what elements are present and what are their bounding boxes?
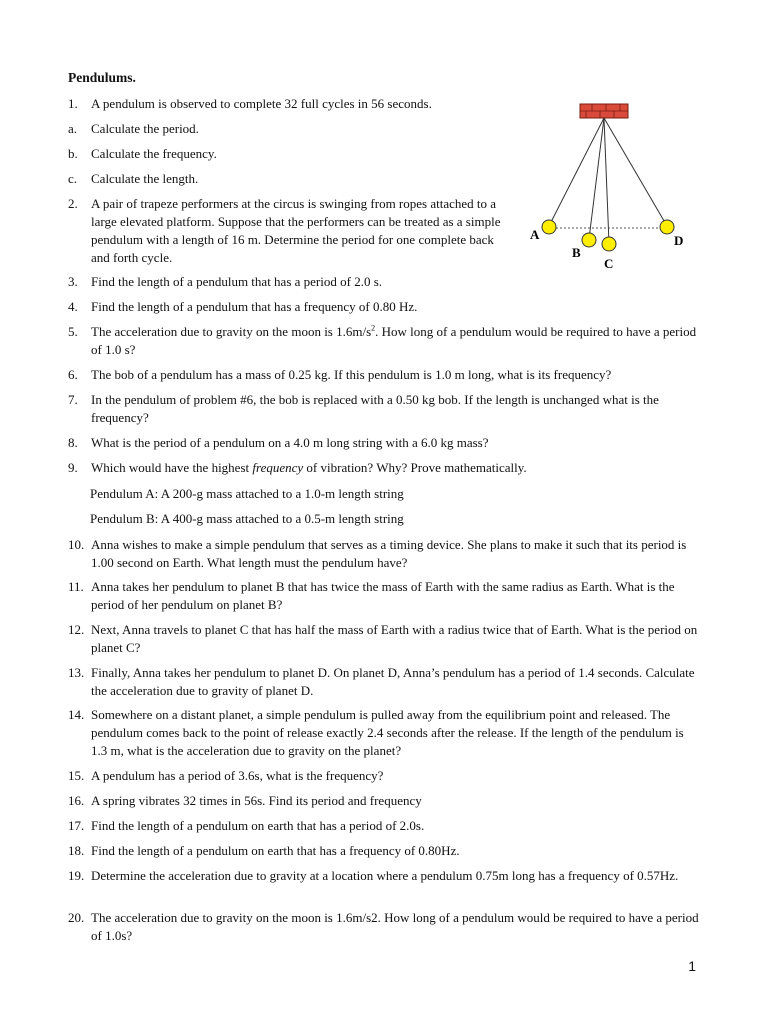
q9-text-start: Which would have the highest — [91, 460, 253, 475]
question-text: Next, Anna travels to planet C that has half the mass of Earth with a radius twice that of Earth. What is the period on planet C? — [91, 622, 698, 655]
question-10 — [68, 536, 702, 572]
pendulum-diagram-svg — [520, 100, 700, 270]
question-number: 6. — [68, 367, 78, 382]
question-text: Determine the acceleration due to gravity at a location where a pendulum 0.75m long has a frequency of 0.57Hz. — [91, 868, 679, 883]
string-b — [589, 118, 604, 239]
label-b: B — [572, 245, 581, 260]
question-number: 13. — [68, 665, 85, 680]
label-d: D — [674, 233, 684, 248]
question-6 — [68, 366, 702, 384]
string-d — [604, 118, 667, 226]
question-19 — [68, 867, 702, 885]
q9-text-end: of vibration? Why? Prove mathematically. — [303, 460, 527, 475]
question-text: Find the length of a pendulum that has a period of 2.0 s. — [91, 274, 383, 289]
question-1c — [68, 170, 508, 188]
q5-text-start: The acceleration due to gravity on the moon is 1.6m/s — [91, 324, 372, 339]
question-18 — [68, 842, 702, 860]
question-7 — [68, 391, 702, 427]
question-text: Find the length of a pendulum on earth that has a period of 2.0s. — [91, 818, 425, 833]
page-title: Pendulums. — [68, 70, 136, 85]
question-number: 9. — [68, 460, 78, 475]
label-a: A — [530, 227, 540, 242]
q5-superscript: 2 — [371, 323, 376, 333]
question-text: A pair of trapeze performers at the circus is swinging from ropes attached to a large elevated platform. Suppose that the performers can be treated as a simple pendulum with a length of 16 m. Determine the period for one complete back and forth cycle. — [91, 196, 501, 265]
question-number: 7. — [68, 392, 78, 407]
question-11 — [68, 578, 702, 614]
question-text: Somewhere on a distant planet, a simple pendulum is pulled away from the equilibrium point and released. The pendulum comes back to the point of release exactly 2.4 seconds after the release. If the length of the pendulum is 1.3 m, what is the acceleration due to gravity on the planet? — [91, 707, 684, 758]
label-c: C — [604, 256, 614, 270]
question-text: The bob of a pendulum has a mass of 0.25 kg. If this pendulum is 1.0 m long, what is its frequency? — [91, 367, 612, 382]
question-number: c. — [68, 171, 78, 186]
question-8 — [68, 434, 702, 452]
question-number: 20. — [68, 910, 85, 925]
question-number: 8. — [68, 435, 78, 450]
question-number: a. — [68, 121, 78, 136]
question-number: 15. — [68, 768, 85, 783]
question-number: 18. — [68, 843, 85, 858]
question-text: Finally, Anna takes her pendulum to planet D. On planet D, Anna’s pendulum has a period of 1.4 seconds. Calculate the acceleration due to gravity of planet D. — [91, 665, 695, 698]
question-text: A pendulum has a period of 3.6s, what is the frequency? — [91, 768, 384, 783]
question-text: The acceleration due to gravity on the moon is 1.6m/s2. How long of a pendulum would be required to have a period of 1.0s? — [91, 910, 699, 943]
question-text — [91, 323, 702, 359]
question-3 — [68, 273, 702, 291]
question-text: In the pendulum of problem #6, the bob is replaced with a 0.50 kg bob. If the length is unchanged what is the frequency? — [91, 392, 659, 425]
question-number: 5. — [68, 324, 78, 339]
question-number: 12. — [68, 622, 85, 637]
question-text: Anna takes her pendulum to planet B that has twice the mass of Earth with the same radius as Earth. What is the period of her pendulum on planet B? — [91, 579, 675, 612]
question-1b — [68, 145, 508, 163]
bob-a — [542, 220, 556, 234]
question-5 — [68, 323, 702, 359]
question-number: 14. — [68, 707, 85, 722]
page-number: 1 — [688, 958, 696, 974]
question-number: 17. — [68, 818, 85, 833]
question-1a — [68, 120, 508, 138]
question-number: 4. — [68, 299, 78, 314]
question-text: What is the period of a pendulum on a 4.0 m long string with a 6.0 kg mass? — [91, 435, 489, 450]
string-a — [549, 118, 604, 226]
q9-emphasis: frequency — [252, 460, 304, 475]
question-4 — [68, 298, 702, 316]
string-c — [604, 118, 609, 243]
question-20 — [68, 909, 702, 945]
question-text: Find the length of a pendulum that has a frequency of 0.80 Hz. — [91, 299, 418, 314]
question-number: 10. — [68, 537, 85, 552]
question-2 — [68, 195, 503, 267]
question-number: 1. — [68, 96, 78, 111]
question-number: 11. — [68, 579, 84, 594]
question-text: Calculate the period. — [91, 121, 199, 136]
question-16 — [68, 792, 702, 810]
question-1 — [68, 95, 508, 113]
question-15 — [68, 767, 702, 785]
question-number: 2. — [68, 196, 78, 211]
question-text: Calculate the frequency. — [91, 146, 217, 161]
q5-text-end: . How long of a pendulum would be required to have a period of 1.0 s? — [91, 324, 697, 357]
bob-d — [660, 220, 674, 234]
question-14 — [68, 706, 702, 760]
question-text: Anna wishes to make a simple pendulum that serves as a timing device. She plans to make it such that its period is 1.00 second on Earth. What length must the pendulum have? — [91, 537, 687, 570]
question-text: A spring vibrates 32 times in 56s. Find its period and frequency — [91, 793, 422, 808]
question-number: 3. — [68, 274, 78, 289]
question-text — [91, 459, 702, 477]
bob-c — [602, 237, 616, 251]
question-17 — [68, 817, 702, 835]
question-9 — [68, 459, 702, 477]
pendulum-b-spec: Pendulum B: A 400-g mass attached to a 0.5-m length string — [90, 511, 404, 526]
question-12 — [68, 621, 702, 657]
bob-b — [582, 233, 596, 247]
question-number: 19. — [68, 868, 85, 883]
question-number: 16. — [68, 793, 85, 808]
question-13 — [68, 664, 702, 700]
question-text: Find the length of a pendulum on earth that has a frequency of 0.80Hz. — [91, 843, 460, 858]
question-number: b. — [68, 146, 78, 161]
question-text: Calculate the length. — [91, 171, 199, 186]
pendulum-a-spec: Pendulum A: A 200-g mass attached to a 1.0-m length string — [90, 486, 404, 501]
question-text: A pendulum is observed to complete 32 full cycles in 56 seconds. — [91, 96, 432, 111]
pendulum-diagram — [520, 100, 700, 274]
